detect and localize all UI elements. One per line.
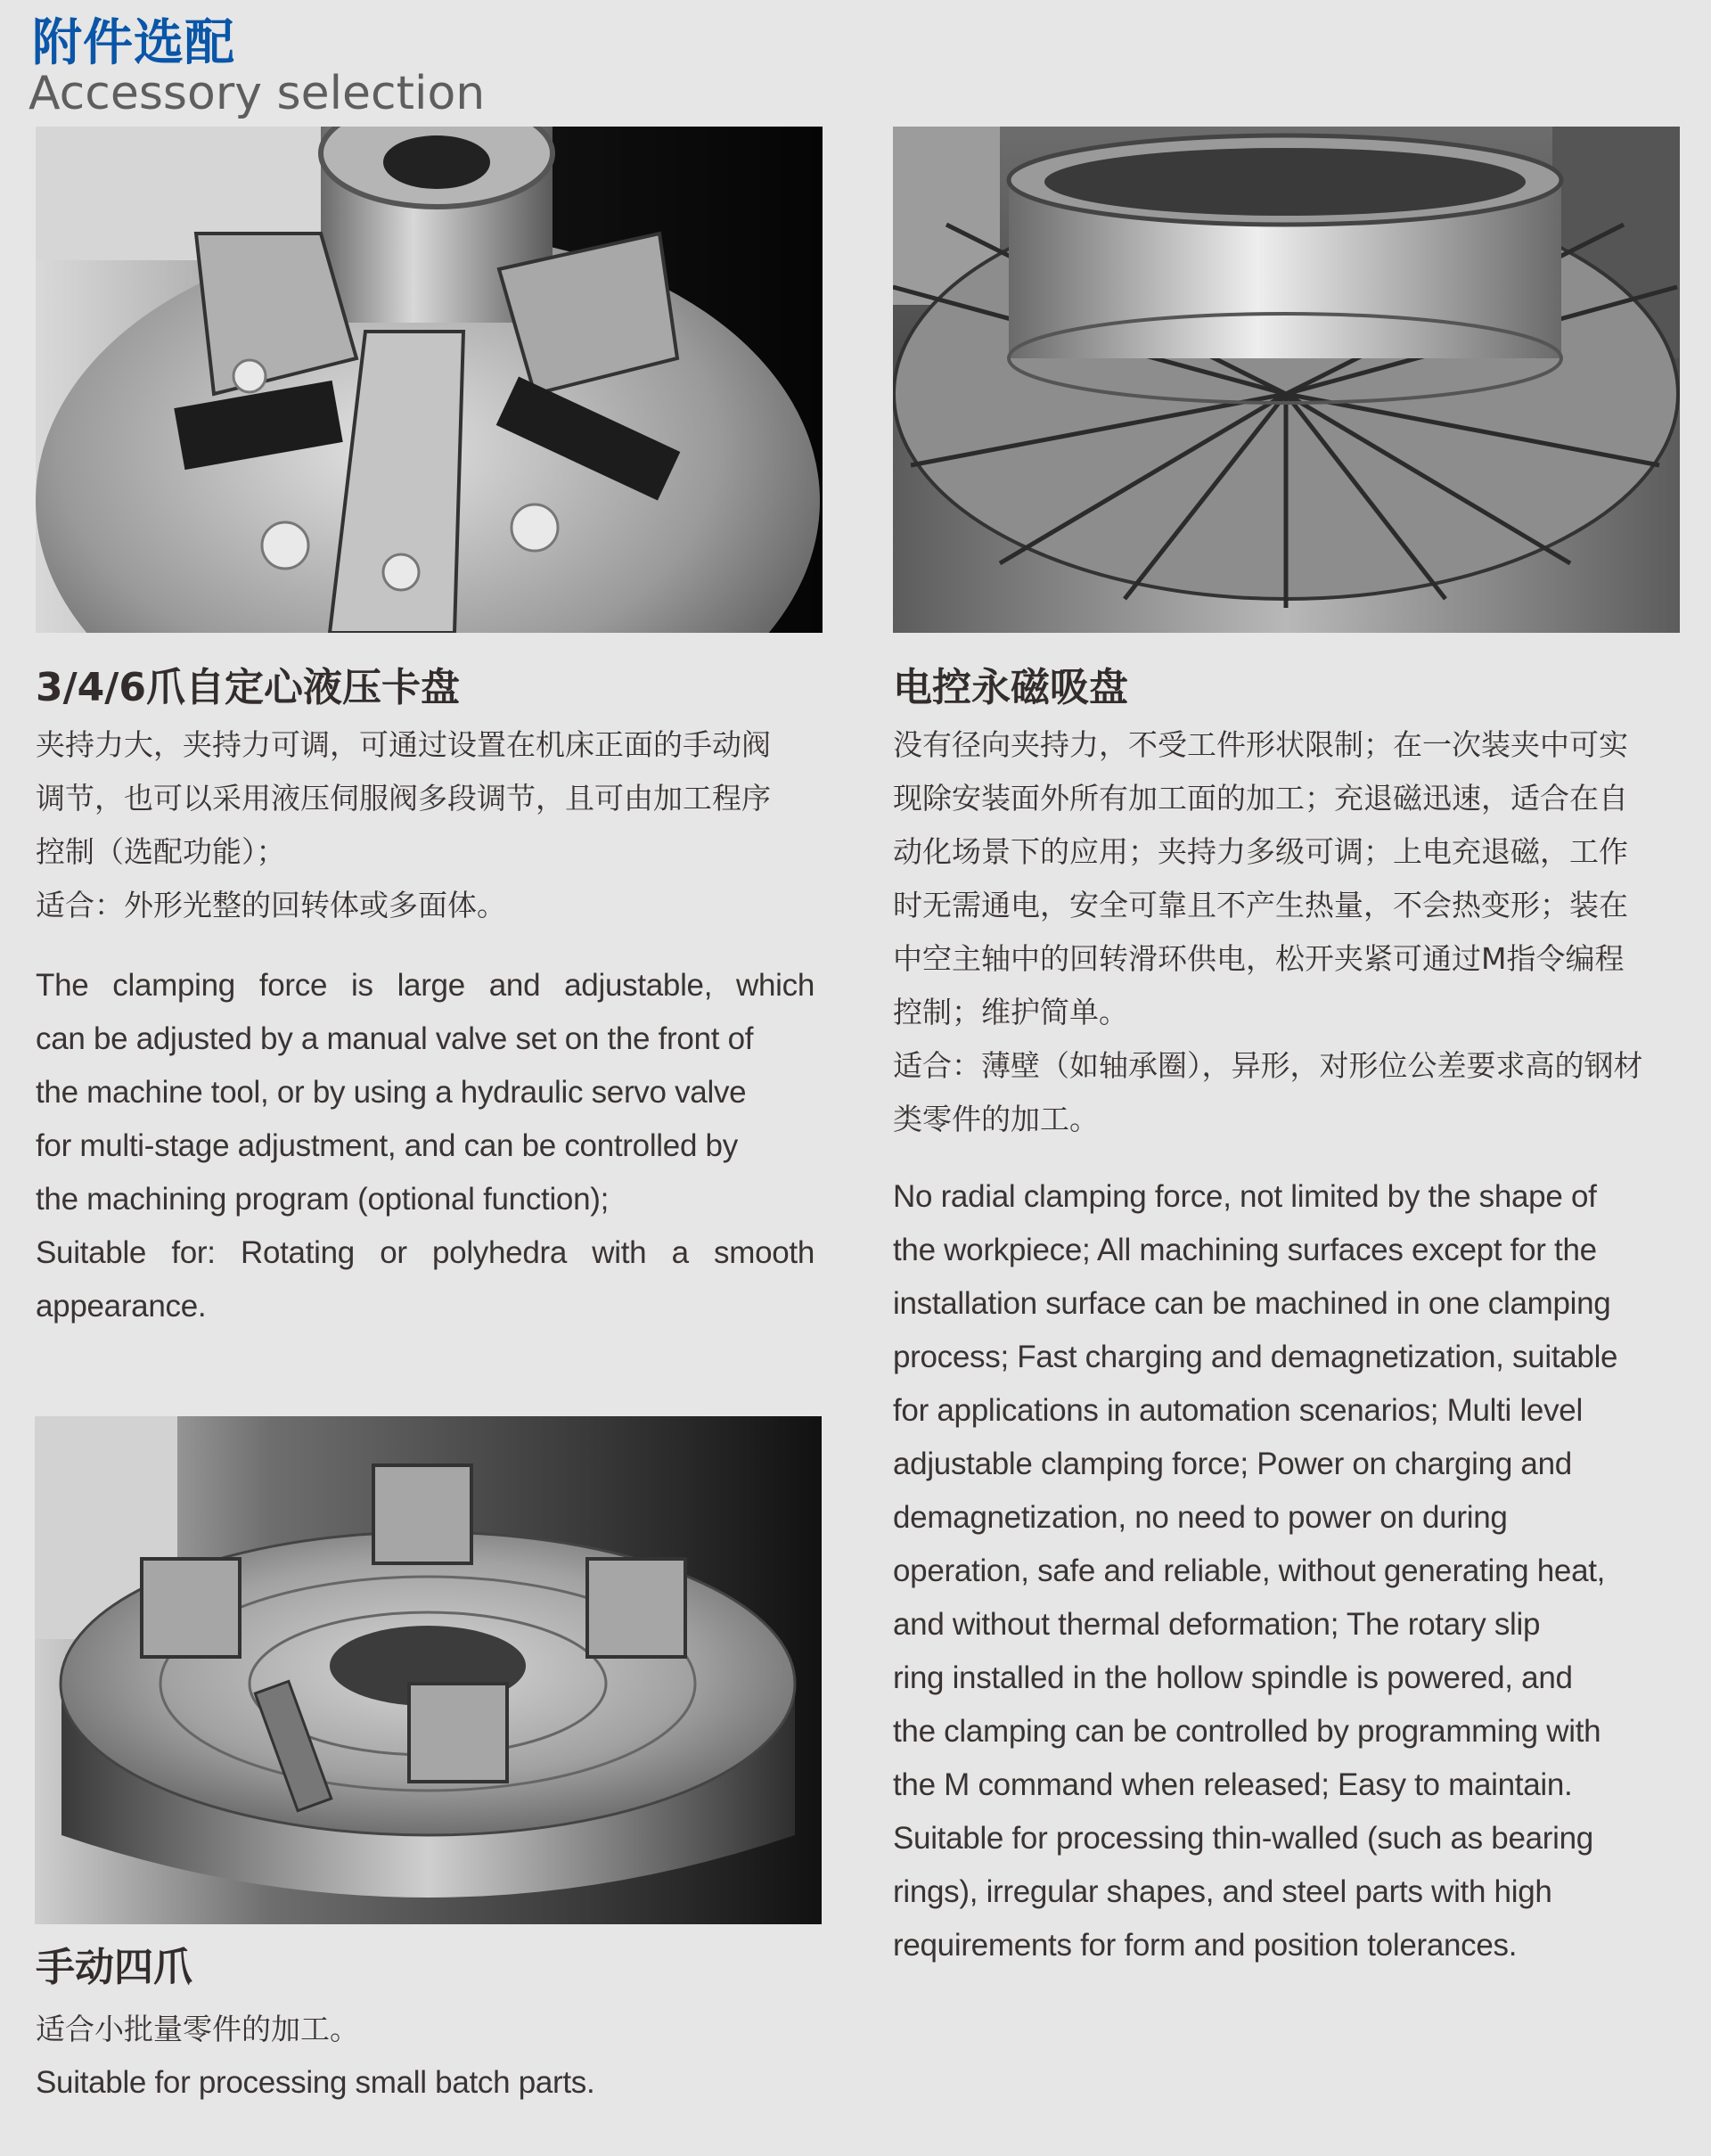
description-line: appearance. [36, 1289, 207, 1324]
hydraulic-chuck-description-en [36, 959, 815, 1333]
description-line: operation, safe and reliable, without generating heat, [893, 1553, 1606, 1588]
manual-four-jaw-image [35, 1416, 822, 1924]
description-line: 适合小批量零件的加工。 [36, 2012, 359, 2046]
description-line: 调节，也可以采用液压伺服阀多段调节，且可由加工程序 [36, 781, 771, 816]
magnetic-chuck-description-en [893, 1170, 1681, 1972]
description-line: the workpiece; All machining surfaces except for the [893, 1233, 1597, 1267]
magnetic-chuck-title: 电控永磁吸盘 [893, 665, 1128, 710]
description-line: The clamping force is large and adjustable, which [36, 968, 815, 1003]
description-line: 适合：薄壁（如轴承圈），异形，对形位公差要求高的钢材 [893, 1048, 1643, 1083]
description-line: the machine tool, or by using a hydraulic servo valve [36, 1075, 747, 1110]
hydraulic-chuck-image [36, 127, 823, 633]
description-line: Suitable for: Rotating or polyhedra with a smooth [36, 1235, 815, 1270]
description-line: ring installed in the hollow spindle is powered, and [893, 1660, 1573, 1695]
hydraulic-chuck-title: 3/4/6爪自定心液压卡盘 [36, 665, 460, 710]
description-line: 没有径向夹持力，不受工件形状限制；在一次装夹中可实 [893, 727, 1628, 762]
description-line: the machining program (optional function); [36, 1182, 610, 1217]
hydraulic-chuck-description-zh [36, 718, 820, 932]
magnetic-chuck-description-zh [893, 718, 1681, 1146]
description-line: demagnetization, no need to power on during [893, 1500, 1508, 1535]
description-line: and without thermal deformation; The rotary slip [893, 1607, 1541, 1642]
description-line: Suitable for processing small batch parts. [36, 2065, 595, 2100]
hydraulic-chuck-illustration [36, 127, 823, 633]
page-title-english: Accessory selection [29, 67, 486, 120]
description-line: the clamping can be controlled by programming with [893, 1714, 1601, 1749]
description-line: 控制（选配功能）； [36, 834, 286, 869]
description-line: 控制；维护简单。 [893, 995, 1128, 1029]
description-line: adjustable clamping force; Power on charging and [893, 1447, 1572, 1481]
description-line: the M command when released; Easy to maintain. [893, 1767, 1573, 1802]
description-line: installation surface can be machined in one clamping [893, 1286, 1611, 1321]
description-line: for multi-stage adjustment, and can be controlled by [36, 1128, 738, 1163]
magnetic-chuck-image [893, 127, 1680, 633]
manual-four-jaw-title: 手动四爪 [36, 1945, 192, 1990]
description-line: 时无需通电，安全可靠且不产生热量，不会热变形；装在 [893, 888, 1628, 922]
description-line: requirements for form and position tolerances. [893, 1928, 1518, 1963]
description-line: can be adjusted by a manual valve set on the front of [36, 1021, 754, 1056]
description-line: No radial clamping force, not limited by the shape of [893, 1179, 1597, 1214]
manual-four-jaw-description [36, 2003, 820, 2110]
description-line: 适合：外形光整的回转体或多面体。 [36, 888, 506, 922]
description-line: 动化场景下的应用；夹持力多级可调；上电充退磁，工作 [893, 834, 1628, 869]
description-line: for applications in automation scenarios; Multi level [893, 1393, 1583, 1428]
description-line: 夹持力大，夹持力可调，可通过设置在机床正面的手动阀 [36, 727, 771, 762]
description-line: 类零件的加工。 [893, 1102, 1099, 1136]
description-line: 中空主轴中的回转滑环供电，松开夹紧可通过M指令编程 [893, 941, 1625, 976]
description-line: process; Fast charging and demagnetization, suitable [893, 1340, 1618, 1374]
description-line: 现除安装面外所有加工面的加工；充退磁迅速，适合在自 [893, 781, 1628, 816]
manual-four-jaw-illustration [35, 1416, 822, 1924]
page-title-chinese: 附件选配 [32, 14, 235, 72]
description-line: Suitable for processing thin-walled (such as bearing [893, 1821, 1593, 1856]
description-line: rings), irregular shapes, and steel parts with high [893, 1874, 1552, 1909]
magnetic-chuck-illustration [893, 127, 1680, 633]
